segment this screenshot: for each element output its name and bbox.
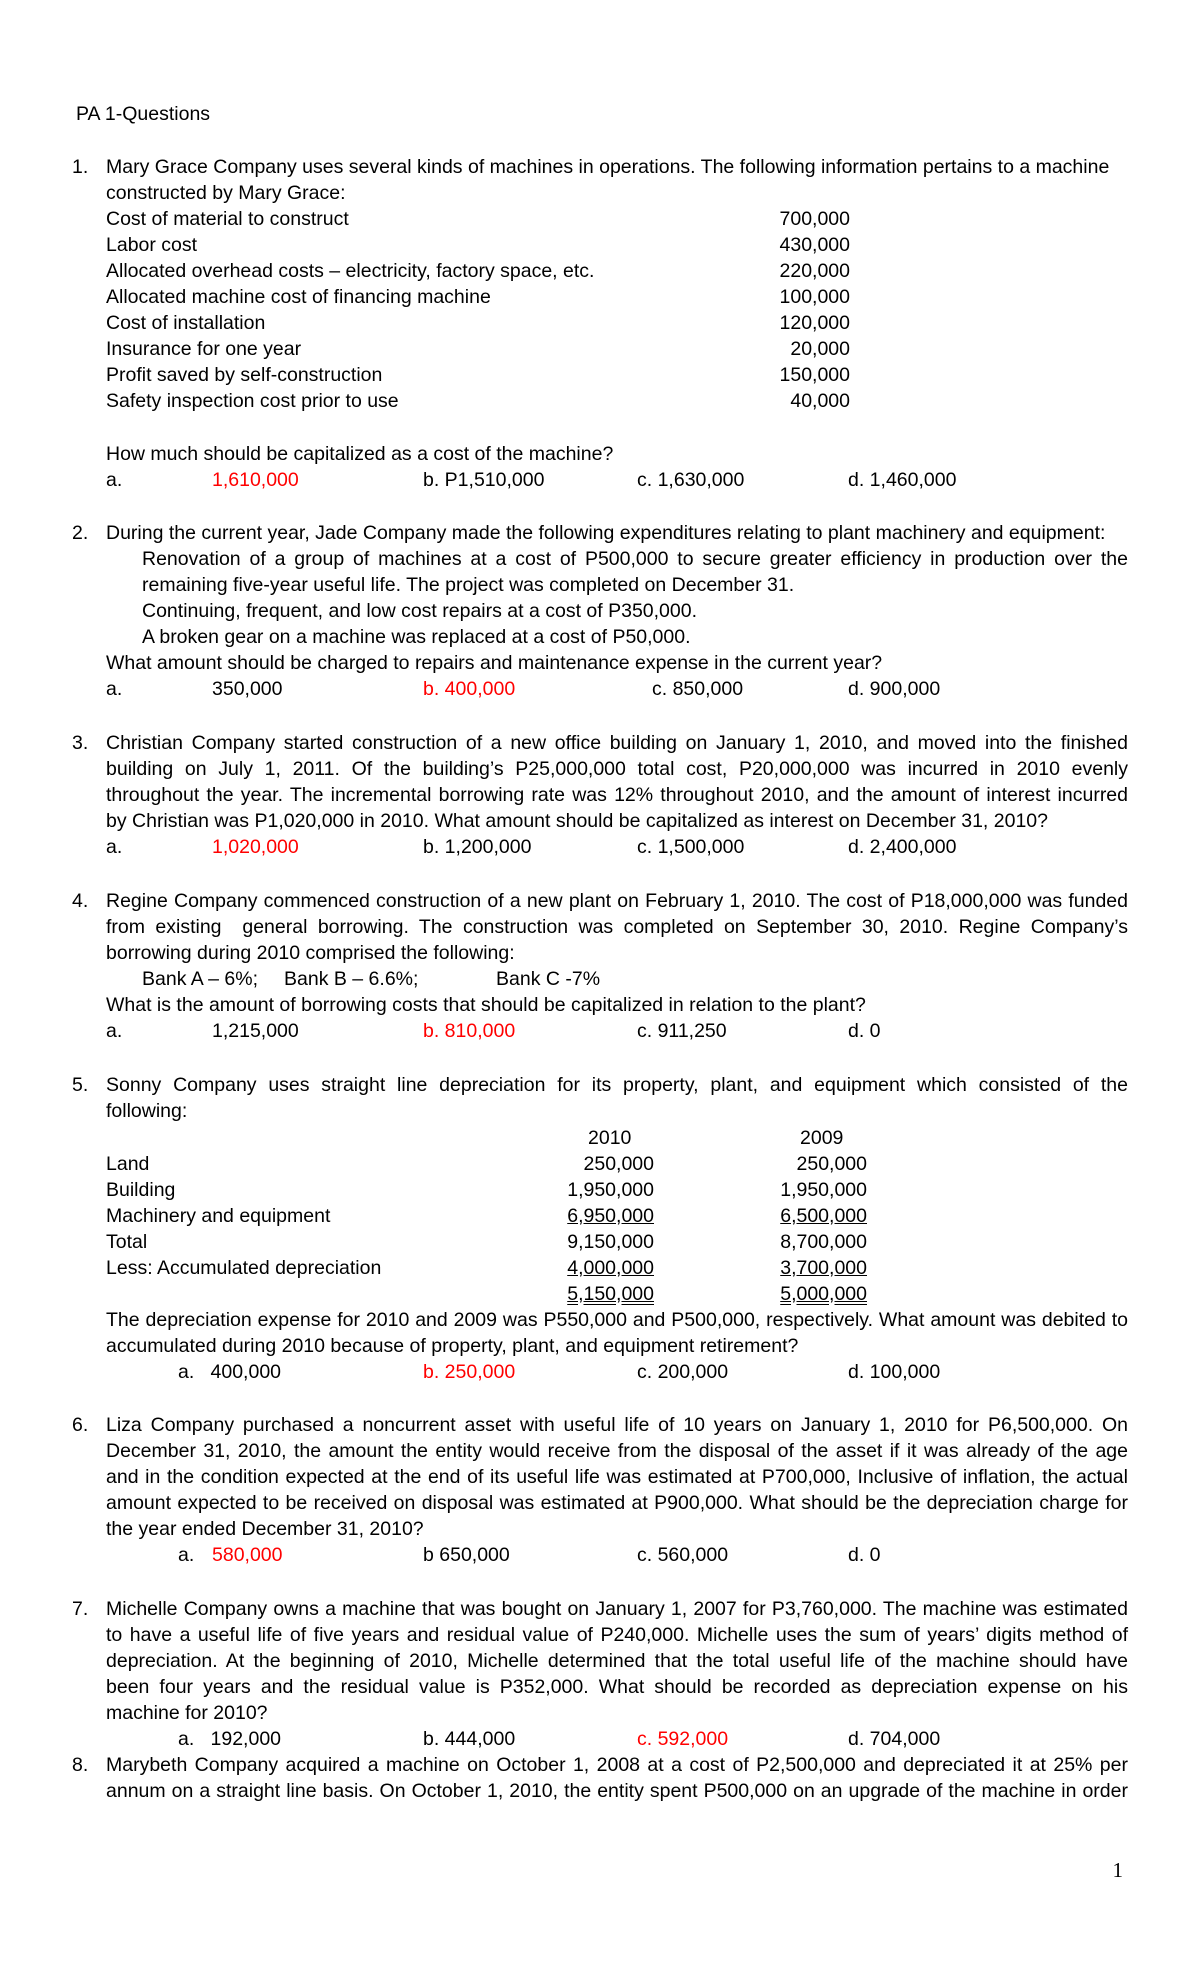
choice-a: 580,000 bbox=[212, 1544, 283, 1566]
question-1-prompt: How much should be capitalized as a cost of the machine? bbox=[106, 443, 614, 465]
bank-b-rate: Bank B – 6.6%; bbox=[284, 968, 419, 990]
question-5-prompt-line-2: accumulated during 2010 because of property, plant, and equipment retirement? bbox=[106, 1335, 799, 1357]
bank-a-rate: Bank A – 6%; bbox=[142, 968, 259, 990]
question-4-line-3: borrowing during 2010 comprised the following: bbox=[106, 942, 515, 964]
cost-item-amount: 100,000 bbox=[779, 286, 850, 308]
cost-item-label: Allocated overhead costs – electricity, factory space, etc. bbox=[106, 260, 595, 282]
table-cell-2009: 8,700,000 bbox=[780, 1231, 867, 1253]
table-cell-2009: 250,000 bbox=[796, 1153, 867, 1175]
choice-a: a. 400,000 bbox=[178, 1361, 282, 1383]
page-number: 1 bbox=[1112, 1858, 1123, 1882]
question-2-item-1-line-1: Renovation of a group of machines at a cost of P500,000 to secure greater efficiency in production over the bbox=[142, 548, 1128, 570]
question-7-number: 7. bbox=[72, 1598, 89, 1620]
cost-item-label: Cost of installation bbox=[106, 312, 266, 334]
table-row-label: Less: Accumulated depreciation bbox=[106, 1257, 382, 1279]
choice-c: c. 1,630,000 bbox=[637, 469, 745, 491]
question-7-line-1: Michelle Company owns a machine that was bought on January 1, 2007 for P3,760,000. The machine was estimated bbox=[106, 1598, 1128, 1620]
question-1-number: 1. bbox=[72, 156, 89, 178]
cost-item-label: Labor cost bbox=[106, 234, 198, 256]
cost-item-label: Profit saved by self-construction bbox=[106, 364, 383, 386]
cost-item-label: Allocated machine cost of financing machine bbox=[106, 286, 491, 308]
table-cell-2010: 6,950,000 bbox=[567, 1205, 654, 1227]
column-header-2009: 2009 bbox=[800, 1127, 844, 1149]
table-row-label: Total bbox=[106, 1231, 148, 1253]
cost-item-label: Cost of material to construct bbox=[106, 208, 349, 230]
table-row-label: Machinery and equipment bbox=[106, 1205, 331, 1227]
table-cell-2010: 9,150,000 bbox=[567, 1231, 654, 1253]
question-6-line-4: amount expected to be received on disposal was estimated at P900,000. What should be the depreciation charge for bbox=[106, 1492, 1128, 1514]
choice-a-label: a. bbox=[106, 678, 123, 700]
question-2-number: 2. bbox=[72, 522, 89, 544]
cost-item-amount: 220,000 bbox=[779, 260, 850, 282]
table-row-label: Land bbox=[106, 1153, 150, 1175]
choice-d: d. 0 bbox=[848, 1020, 881, 1042]
table-cell-2009: 1,950,000 bbox=[780, 1179, 867, 1201]
choice-b: b. 444,000 bbox=[423, 1728, 516, 1750]
question-2-item-1-line-2: remaining five-year useful life. The project was completed on December 31. bbox=[142, 574, 795, 596]
question-3-line-4: by Christian was P1,020,000 in 2010. What amount should be capitalized as interest on December 31, 2010? bbox=[106, 810, 1048, 832]
choice-a-label: a. bbox=[106, 469, 123, 491]
cost-item-amount: 40,000 bbox=[790, 390, 850, 412]
page-title: PA 1-Questions bbox=[76, 103, 211, 125]
question-3-number: 3. bbox=[72, 732, 89, 754]
table-cell-2010: 1,950,000 bbox=[567, 1179, 654, 1201]
choice-a: 1,610,000 bbox=[212, 469, 299, 491]
question-3-line-2: building on July 1, 2011. Of the building’s P25,000,000 total cost, P20,000,000 was incurred in 2010 evenly bbox=[106, 758, 1128, 780]
choice-a: 350,000 bbox=[212, 678, 283, 700]
choice-a-label: a. bbox=[178, 1544, 195, 1566]
question-6-line-5: the year ended December 31, 2010? bbox=[106, 1518, 424, 1540]
table-cell-2010-net: 5,150,000 bbox=[567, 1283, 654, 1305]
table-cell-2009-net: 5,000,000 bbox=[780, 1283, 867, 1305]
choice-a: 1,020,000 bbox=[212, 836, 299, 858]
choice-c: c. 911,250 bbox=[637, 1020, 727, 1042]
cost-item-label: Safety inspection cost prior to use bbox=[106, 390, 399, 412]
question-6-line-3: and in the condition expected at the end of its useful life was estimated at P700,000, Inclusive of inflation, the actual bbox=[106, 1466, 1128, 1488]
choice-c: c. 592,000 bbox=[637, 1728, 729, 1750]
question-4-prompt: What is the amount of borrowing costs that should be capitalized in relation to the plant? bbox=[106, 994, 866, 1016]
question-3-line-1: Christian Company started construction of a new office building on January 1, 2010, and moved into the finished bbox=[106, 732, 1128, 754]
choice-c: c. 1,500,000 bbox=[637, 836, 745, 858]
question-4-line-1: Regine Company commenced construction of a new plant on February 1, 2010. The cost of P18,000,000 was funded bbox=[106, 890, 1128, 912]
choice-b: b 650,000 bbox=[423, 1544, 510, 1566]
question-7-line-5: machine for 2010? bbox=[106, 1702, 268, 1724]
table-cell-2009: 6,500,000 bbox=[780, 1205, 867, 1227]
question-8-line-1: Marybeth Company acquired a machine on October 1, 2008 at a cost of P2,500,000 and depreciated it at 25% per bbox=[106, 1754, 1128, 1776]
cost-item-amount: 120,000 bbox=[779, 312, 850, 334]
choice-a: a. 192,000 bbox=[178, 1728, 282, 1750]
cost-item-amount: 20,000 bbox=[790, 338, 850, 360]
question-7-line-4: been four years and the residual value is P352,000. What should be recorded as depreciation expense on his bbox=[106, 1676, 1128, 1698]
choice-b: b. 810,000 bbox=[423, 1020, 516, 1042]
question-4-number: 4. bbox=[72, 890, 89, 912]
choice-d: d. 1,460,000 bbox=[848, 469, 957, 491]
choice-b: b. 400,000 bbox=[423, 678, 516, 700]
choice-d: d. 0 bbox=[848, 1544, 881, 1566]
question-5-line-2: following: bbox=[106, 1100, 188, 1122]
choice-d: d. 2,400,000 bbox=[848, 836, 957, 858]
choice-c: c. 200,000 bbox=[637, 1361, 729, 1383]
question-5-number: 5. bbox=[72, 1074, 89, 1096]
table-cell-2010: 4,000,000 bbox=[567, 1257, 654, 1279]
choice-a-label: a. bbox=[106, 1020, 123, 1042]
question-5-line-1: Sonny Company uses straight line depreciation for its property, plant, and equipment which consisted of the bbox=[106, 1074, 1128, 1096]
table-cell-2009: 3,700,000 bbox=[780, 1257, 867, 1279]
question-2-intro: During the current year, Jade Company made the following expenditures relating to plant machinery and equipment: bbox=[106, 522, 1106, 544]
cost-item-amount: 150,000 bbox=[779, 364, 850, 386]
choice-a-label: a. bbox=[106, 836, 123, 858]
question-1-text-line-1: Mary Grace Company uses several kinds of machines in operations. The following information pertains to a machine bbox=[106, 156, 1110, 178]
question-6-line-2: December 31, 2010, the amount the entity would receive from the disposal of the asset if it was already of the age bbox=[106, 1440, 1128, 1462]
cost-item-label: Insurance for one year bbox=[106, 338, 302, 360]
question-3-line-3: throughout the year. The incremental borrowing rate was 12% throughout 2010, and the amount of interest incurred bbox=[106, 784, 1128, 806]
question-7-line-2: to have a useful life of five years and residual value of P240,000. Michelle uses the sum of years’ digits method of bbox=[106, 1624, 1128, 1646]
question-6-line-1: Liza Company purchased a noncurrent asset with useful life of 10 years on January 1, 2010 for P6,500,000. On bbox=[106, 1414, 1128, 1436]
question-5-prompt-line-1: The depreciation expense for 2010 and 2009 was P550,000 and P500,000, respectively. What amount was debited to bbox=[106, 1309, 1128, 1331]
table-cell-2010: 250,000 bbox=[583, 1153, 654, 1175]
choice-d: d. 100,000 bbox=[848, 1361, 941, 1383]
question-6-number: 6. bbox=[72, 1414, 89, 1436]
bank-c-rate: Bank C -7% bbox=[496, 968, 601, 990]
choice-b: b. 1,200,000 bbox=[423, 836, 532, 858]
choice-c: c. 560,000 bbox=[637, 1544, 729, 1566]
cost-item-amount: 430,000 bbox=[779, 234, 850, 256]
table-row-label: Building bbox=[106, 1179, 176, 1201]
question-4-line-2: from existing general borrowing. The construction was completed on September 30, 2010. Regine Company’s bbox=[106, 916, 1128, 938]
choice-b: b. 250,000 bbox=[423, 1361, 516, 1383]
choice-b: b. P1,510,000 bbox=[423, 469, 545, 491]
choice-c: c. 850,000 bbox=[652, 678, 744, 700]
question-1-text-line-2: constructed by Mary Grace: bbox=[106, 182, 346, 204]
question-8-number: 8. bbox=[72, 1754, 89, 1776]
choice-a: 1,215,000 bbox=[212, 1020, 299, 1042]
question-2-prompt: What amount should be charged to repairs and maintenance expense in the current year? bbox=[106, 652, 883, 674]
question-7-line-3: depreciation. At the beginning of 2010, Michelle determined that the total useful life of the machine should have bbox=[106, 1650, 1128, 1672]
cost-item-amount: 700,000 bbox=[779, 208, 850, 230]
question-8-line-2: annum on a straight line basis. On October 1, 2010, the entity spent P500,000 on an upgrade of the machine in order bbox=[106, 1780, 1128, 1802]
choice-d: d. 900,000 bbox=[848, 678, 941, 700]
column-header-2010: 2010 bbox=[588, 1127, 632, 1149]
question-2-item-2: Continuing, frequent, and low cost repairs at a cost of P350,000. bbox=[142, 600, 698, 622]
choice-d: d. 704,000 bbox=[848, 1728, 941, 1750]
question-2-item-3: A broken gear on a machine was replaced at a cost of P50,000. bbox=[142, 626, 691, 648]
